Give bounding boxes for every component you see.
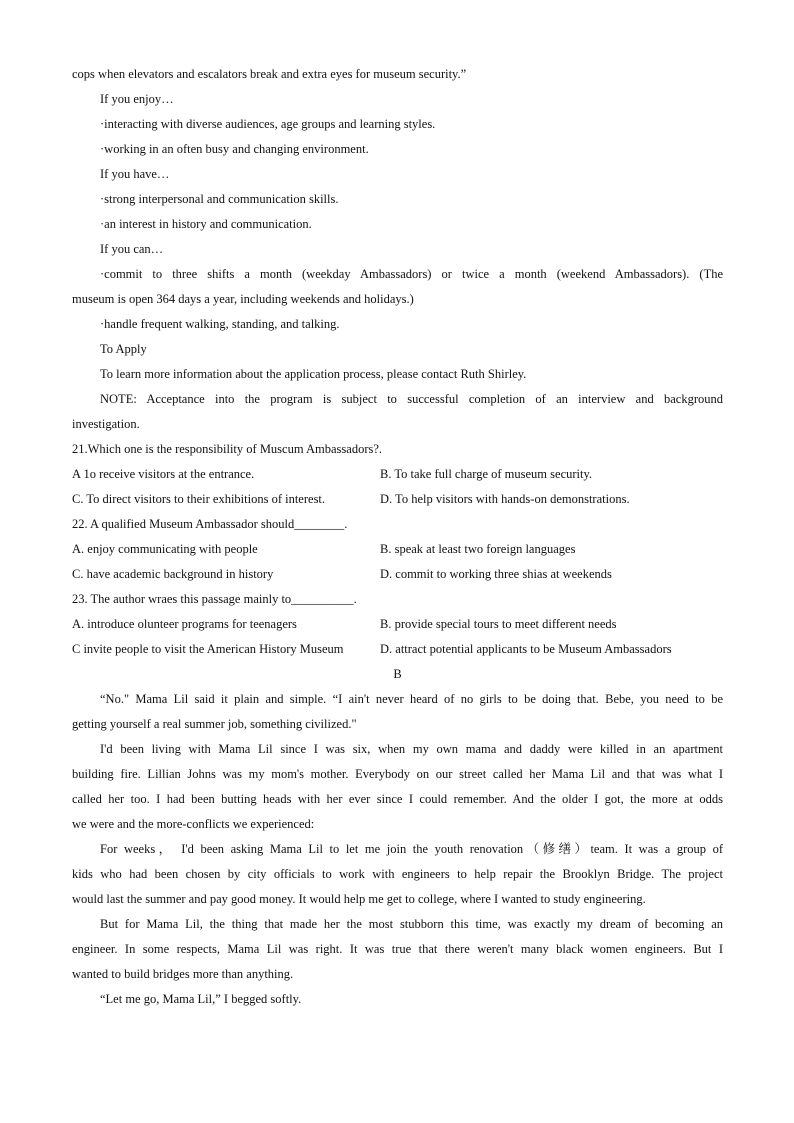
option-b: B. To take full charge of museum security. (380, 467, 593, 481)
text-line: getting yourself a real summer job, something civilized." (72, 717, 357, 731)
option-row (72, 537, 723, 562)
text-line: called her too. I had been butting heads with her ever since I could remember. And the older I got, the more at odds (72, 792, 723, 806)
option-row (72, 612, 723, 637)
text-line: engineer. In some respects, Mama Lil was right. It was true that there weren't many black women engineers. But I (72, 942, 723, 956)
option-a: A 1o receive visitors at the entrance. (72, 467, 255, 481)
text-line: To learn more information about the application process, please contact Ruth Shirley. (100, 367, 527, 381)
text-line: But for Mama Lil, the thing that made her the most stubborn this time, was exactly my dream of becoming an (100, 917, 723, 931)
text-line: If you enjoy… (100, 92, 174, 106)
question-stem: 22. A qualified Museum Ambassador should________. (72, 517, 348, 531)
text-line: For weeks， I'd been asking Mama Lil to let me join the youth renovation（修缮）team. It was a group of (100, 842, 723, 856)
text-line: would last the summer and pay good money. It would help me get to college, where I wanted to study engineering. (72, 892, 646, 906)
document-page (72, 62, 723, 1012)
text-line: cops when elevators and escalators break and extra eyes for museum security.” (72, 67, 467, 81)
text-line: we were and the more-conflicts we experienced: (72, 817, 315, 831)
text-line: I'd been living with Mama Lil since I was six, when my own mama and daddy were killed in an apartment (100, 742, 723, 756)
text-line: investigation. (72, 417, 140, 431)
text-line: If you have… (100, 167, 170, 181)
option-c: C invite people to visit the American History Museum (72, 642, 344, 656)
passage-a (72, 62, 723, 437)
option-c: C. have academic background in history (72, 567, 274, 581)
text-line: building fire. Lillian Johns was my mom's mother. Everybody on our street called her Mama Lil and that was what I (72, 767, 723, 781)
text-line: museum is open 364 days a year, including weekends and holidays.) (72, 292, 414, 306)
text-line: wanted to build bridges more than anything. (72, 967, 294, 981)
text-line: NOTE: Acceptance into the program is subject to successful completion of an interview and background (100, 392, 723, 406)
text-line: kids who had been chosen by city officials to work with engineers to help repair the Brooklyn Bridge. The project (72, 867, 723, 881)
option-d: D. To help visitors with hands-on demonstrations. (380, 492, 630, 506)
question-22 (72, 512, 723, 587)
text-line: “Let me go, Mama Lil,” I begged softly. (100, 992, 302, 1006)
option-d: D. commit to working three shias at weekends (380, 567, 612, 581)
option-row (72, 462, 723, 487)
question-stem: 21.Which one is the responsibility of Muscum Ambassadors?. (72, 442, 383, 456)
list-item: ·working in an often busy and changing environment. (100, 142, 369, 156)
list-item: ·handle frequent walking, standing, and talking. (100, 317, 340, 331)
option-d: D. attract potential applicants to be Museum Ambassadors (380, 642, 672, 656)
section-heading: To Apply (100, 342, 147, 356)
option-a: A. introduce olunteer programs for teenagers (72, 617, 297, 631)
option-a: A. enjoy communicating with people (72, 542, 258, 556)
option-c: C. To direct visitors to their exhibitions of interest. (72, 492, 326, 506)
list-item: ·commit to three shifts a month (weekday Ambassadors) or twice a month (weekend Ambassadors). (The (100, 267, 723, 281)
option-row (72, 487, 723, 512)
list-item: ·strong interpersonal and communication skills. (100, 192, 339, 206)
text-line: If you can… (100, 242, 164, 256)
list-item: ·interacting with diverse audiences, age groups and learning styles. (100, 117, 436, 131)
question-23 (72, 587, 723, 662)
question-21 (72, 437, 723, 512)
passage-b (72, 687, 723, 1012)
option-b: B. speak at least two foreign languages (380, 542, 576, 556)
section-b-heading: B (393, 667, 402, 681)
list-item: ·an interest in history and communication. (100, 217, 312, 231)
option-row (72, 637, 723, 662)
question-stem: 23. The author wraes this passage mainly to__________. (72, 592, 357, 606)
option-b: B. provide special tours to meet different needs (380, 617, 617, 631)
option-row (72, 562, 723, 587)
text-line: “No." Mama Lil said it plain and simple. “I ain't never heard of no girls to be doing that. Bebe, you need to be (100, 692, 723, 706)
